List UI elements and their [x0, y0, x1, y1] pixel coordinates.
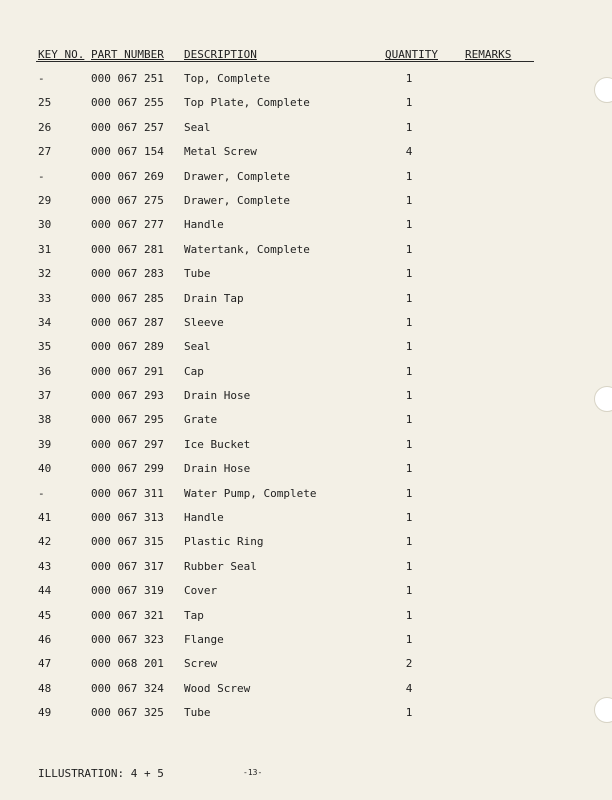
part-number-cell: 000 067 321 [91, 608, 164, 622]
key-cell: 27 [38, 145, 52, 159]
key-cell: 42 [38, 535, 52, 549]
header-remarks: REMARKS [465, 48, 512, 61]
quantity-cell: 4 [405, 145, 413, 159]
quantity-cell: 1 [405, 120, 413, 134]
key-cell: 25 [38, 96, 52, 110]
description-cell: Sleeve [184, 315, 224, 329]
description-cell: Top Plate, Complete [184, 96, 310, 110]
quantity-cell: 1 [405, 608, 413, 622]
part-number-cell: 000 067 323 [91, 632, 164, 646]
table-row [0, 72, 612, 96]
page-number: -13- [243, 768, 263, 777]
key-cell: 48 [38, 681, 52, 695]
part-number-cell: 000 067 325 [91, 706, 164, 720]
part-number-cell: 000 068 201 [91, 657, 164, 671]
description-cell: Flange [184, 632, 224, 646]
quantity-cell: 1 [405, 96, 413, 110]
table-row [0, 657, 612, 681]
part-number-cell: 000 067 311 [91, 486, 164, 500]
key-cell: 44 [38, 584, 52, 598]
part-number-cell: 000 067 315 [91, 535, 164, 549]
quantity-cell: 1 [405, 364, 413, 378]
part-number-cell: 000 067 319 [91, 584, 164, 598]
part-number-cell: 000 067 269 [91, 169, 164, 183]
description-cell: Tap [184, 608, 204, 622]
table-row [0, 340, 612, 364]
description-cell: Top, Complete [184, 72, 271, 85]
quantity-cell: 1 [405, 242, 413, 256]
key-cell: 43 [38, 559, 52, 573]
table-row [0, 389, 612, 413]
description-cell: Wood Screw [184, 681, 251, 695]
key-cell: - [38, 169, 45, 183]
description-cell: Handle [184, 511, 224, 525]
quantity-cell: 2 [405, 657, 413, 671]
key-cell: 41 [38, 511, 52, 525]
table-row [0, 267, 612, 291]
table-row [0, 218, 612, 242]
header-rule [36, 61, 534, 62]
table-row [0, 462, 612, 486]
part-number-cell: 000 067 324 [91, 681, 164, 695]
description-cell: Seal [184, 340, 211, 354]
key-cell: 47 [38, 657, 52, 671]
part-number-cell: 000 067 255 [91, 96, 164, 110]
table-row [0, 316, 612, 340]
description-cell: Grate [184, 413, 218, 427]
table-row [0, 487, 612, 511]
quantity-cell: 1 [405, 193, 413, 207]
quantity-cell: 4 [405, 681, 413, 695]
description-cell: Ice Bucket [184, 437, 251, 451]
key-cell: 38 [38, 413, 52, 427]
table-row [0, 560, 612, 584]
description-cell: Drain Hose [184, 389, 251, 403]
key-cell: 29 [38, 193, 52, 207]
table-row [0, 365, 612, 389]
description-cell: Cover [184, 584, 218, 598]
key-cell: 36 [38, 364, 52, 378]
description-cell: Cap [184, 364, 204, 378]
table-row [0, 633, 612, 657]
quantity-cell: 1 [405, 315, 413, 329]
key-cell: 30 [38, 218, 52, 232]
description-cell: Drain Tap [184, 291, 244, 305]
part-number-cell: 000 067 289 [91, 340, 164, 354]
key-cell: - [38, 72, 45, 85]
table-row [0, 706, 612, 730]
description-cell: Metal Screw [184, 145, 257, 159]
quantity-cell: 1 [405, 437, 413, 451]
description-cell: Plastic Ring [184, 535, 264, 549]
table-row [0, 438, 612, 462]
description-cell: Seal [184, 120, 211, 134]
header-description: DESCRIPTION [184, 48, 257, 61]
part-number-cell: 000 067 297 [91, 437, 164, 451]
part-number-cell: 000 067 317 [91, 559, 164, 573]
quantity-cell: 1 [405, 462, 413, 476]
description-cell: Tube [184, 267, 211, 281]
key-cell: 39 [38, 437, 52, 451]
table-row [0, 194, 612, 218]
key-cell: 49 [38, 706, 52, 720]
part-number-cell: 000 067 285 [91, 291, 164, 305]
description-cell: Drain Hose [184, 462, 251, 476]
table-row [0, 292, 612, 316]
key-cell: 37 [38, 389, 52, 403]
part-number-cell: 000 067 257 [91, 120, 164, 134]
table-row [0, 170, 612, 194]
illustration-reference: ILLUSTRATION: 4 + 5 [38, 767, 164, 780]
part-number-cell: 000 067 299 [91, 462, 164, 476]
part-number-cell: 000 067 277 [91, 218, 164, 232]
table-header [0, 48, 612, 62]
quantity-cell: 1 [405, 340, 413, 354]
description-cell: Watertank, Complete [184, 242, 310, 256]
table-row [0, 145, 612, 169]
part-number-cell: 000 067 295 [91, 413, 164, 427]
key-cell: 32 [38, 267, 52, 281]
part-number-cell: 000 067 287 [91, 315, 164, 329]
quantity-cell: 1 [405, 706, 413, 720]
description-cell: Screw [184, 657, 218, 671]
table-row [0, 243, 612, 267]
key-cell: 34 [38, 315, 52, 329]
quantity-cell: 1 [405, 389, 413, 403]
key-cell: - [38, 486, 45, 500]
part-number-cell: 000 067 283 [91, 267, 164, 281]
description-cell: Drawer, Complete [184, 193, 290, 207]
quantity-cell: 1 [405, 218, 413, 232]
table-row [0, 96, 612, 120]
key-cell: 40 [38, 462, 52, 476]
part-number-cell: 000 067 275 [91, 193, 164, 207]
description-cell: Drawer, Complete [184, 169, 290, 183]
table-row [0, 535, 612, 559]
description-cell: Handle [184, 218, 224, 232]
table-row [0, 121, 612, 145]
part-number-cell: 000 067 313 [91, 511, 164, 525]
table-row [0, 682, 612, 706]
part-number-cell: 000 067 293 [91, 389, 164, 403]
parts-table [0, 72, 612, 731]
description-cell: Water Pump, Complete [184, 486, 317, 500]
key-cell: 31 [38, 242, 52, 256]
header-key-no: KEY NO. [38, 48, 85, 61]
quantity-cell: 1 [405, 72, 413, 85]
key-cell: 46 [38, 632, 52, 646]
header-quantity: QUANTITY [385, 48, 438, 61]
description-cell: Tube [184, 706, 211, 720]
table-row [0, 413, 612, 437]
quantity-cell: 1 [405, 584, 413, 598]
table-row [0, 584, 612, 608]
key-cell: 45 [38, 608, 52, 622]
part-number-cell: 000 067 251 [91, 72, 164, 85]
quantity-cell: 1 [405, 559, 413, 573]
key-cell: 33 [38, 291, 52, 305]
quantity-cell: 1 [405, 486, 413, 500]
key-cell: 26 [38, 120, 52, 134]
quantity-cell: 1 [405, 169, 413, 183]
quantity-cell: 1 [405, 267, 413, 281]
quantity-cell: 1 [405, 632, 413, 646]
quantity-cell: 1 [405, 291, 413, 305]
description-cell: Rubber Seal [184, 559, 257, 573]
part-number-cell: 000 067 281 [91, 242, 164, 256]
table-row [0, 511, 612, 535]
table-row [0, 609, 612, 633]
part-number-cell: 000 067 154 [91, 145, 164, 159]
quantity-cell: 1 [405, 413, 413, 427]
header-part-number: PART NUMBER [91, 48, 164, 61]
quantity-cell: 1 [405, 535, 413, 549]
key-cell: 35 [38, 340, 52, 354]
quantity-cell: 1 [405, 511, 413, 525]
part-number-cell: 000 067 291 [91, 364, 164, 378]
